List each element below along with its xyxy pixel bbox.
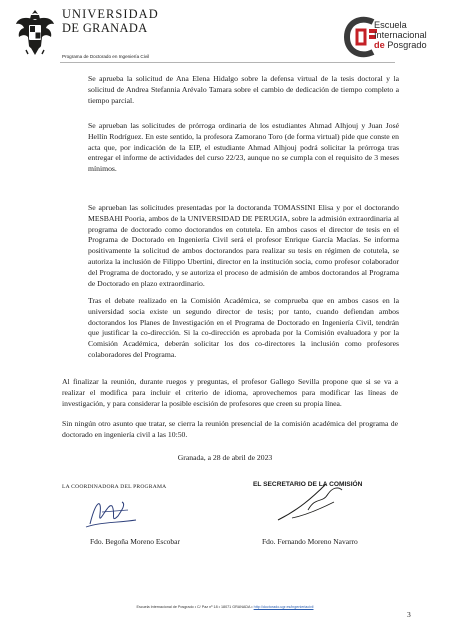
signature-right-name: Fdo. Fernando Moreno Navarro bbox=[262, 537, 358, 546]
paragraph-ruegos-preguntas: Al finalizar la reunión, durante ruegos y preguntas, el profesor Gallego Sevilla propone que si se va a realizar el modifica para incluir el criterio de idioma, aprovechemos para modificar las líneas de investigación, y para considerar la posible escisión de profesores que creen su propia línea. bbox=[62, 377, 398, 408]
paragraph-codireccion: Tras el debate realizado en la Comisión Académica, se comprueba que en ambos casos en la universidad socia existe un segundo director de tesis; por tanto, cuando defiendan ambos doctorandos los Planes de Investigación en el Programa de Doctorado en Ingeniería Civil, tendrán que justificar la co-dirección. Si la co-dirección es aprobada por la Comisión evaluadora y por la Comisión Académica, deberán solicitar los dos co-directores la inclusión como profesores colaboradores del Programa. bbox=[88, 296, 399, 359]
footer-address bbox=[0, 605, 450, 609]
header-divider bbox=[60, 62, 395, 63]
eip-name-line3 bbox=[374, 40, 427, 50]
signature-left-title: LA COORDINADORA DEL PROGRAMA bbox=[62, 484, 167, 490]
footer-address-text: Escuela Internacional de Posgrado • C/ Paz nº 18 • 18071 GRANADA • bbox=[136, 605, 253, 609]
program-name: Programa de Doctorado en Ingeniería Civil bbox=[62, 54, 150, 59]
university-name bbox=[62, 8, 172, 35]
paragraph-prorroga: Se aprueban las solicitudes de prórroga ordinaria de los estudiantes Ahmad Alhjouj y Juan José Hellín Rodríguez. En este sentido, la profesora Zamorano Toro (de forma virtual) pide que conste en acta que, por indicación de la EIP, el estudiante Ahmad Alhjouj podrá solicitar la prórroga tras entregar el informe de actividades del curso 22/23, aunque no se cumpla con el requisito de 3 meses mínimos. bbox=[88, 121, 399, 174]
university-name-line1: UNIVERSIDAD bbox=[62, 7, 159, 21]
eip-name-posgrado: Posgrado bbox=[387, 40, 427, 50]
page-number: 3 bbox=[407, 610, 411, 619]
university-crest-logo bbox=[14, 6, 56, 58]
signature-right-title: EL SECRETARIO DE LA COMISIÓN bbox=[253, 481, 363, 488]
eip-logo bbox=[343, 16, 377, 58]
signature-left-scribble bbox=[82, 494, 142, 539]
eip-name-line1: Escuela bbox=[374, 20, 407, 30]
paragraph-cierre: Sin ningún otro asunto que tratar, se cierra la reunión presencial de la comisión académica del programa de doctorado en ingeniería civil a las 10:50. bbox=[62, 419, 398, 439]
date-line: Granada, a 28 de abril de 2023 bbox=[177, 453, 273, 462]
paragraph-cotutela: Se aprueban las solicitudes presentadas por la doctoranda TOMASSINI Elisa y por el doctorando MESBAHI Pooria, ambos de la UNIVERSIDAD DE PERUGIA, sobre la admisión extraordinaria al programa de doctorado como doctorandos en cotutela. En ambos casos el director de tesis en el Programa de Doctorado en Ingeniería Civil será el profesor Enrique García Macías. Se informa positivamente la solicitud de ambos doctorandos para realizar su tesis en régimen de cotutela, se autoriza la inclusión de Filippo Ubertini, director en la institución socia, como profesor colaborador del Programa de doctorado, y se autoriza el proceso de admisión de ambos doctorandos al Programa de Doctorado en plazo extraordinario. bbox=[88, 203, 399, 288]
eip-name-de: de bbox=[374, 40, 385, 50]
signature-left-name: Fdo. Begoña Moreno Escobar bbox=[90, 537, 180, 546]
footer-link[interactable]: http://doctorado.ugr.es/ingenieriacivil bbox=[253, 605, 314, 609]
eip-name-line2: Internacional bbox=[374, 30, 427, 40]
university-name-line2: DE GRANADA bbox=[62, 21, 148, 36]
paragraph-tesis-virtual: Se aprueba la solicitud de Ana Elena Hidalgo sobre la defensa virtual de la tesis doctoral y la solicitud de Andrea Stefannia Arévalo Tamara sobre el cambio de dedicación de tiempo completo a tiempo parcial. bbox=[88, 74, 399, 105]
eip-name bbox=[374, 20, 427, 50]
signature-right-scribble bbox=[268, 480, 346, 531]
